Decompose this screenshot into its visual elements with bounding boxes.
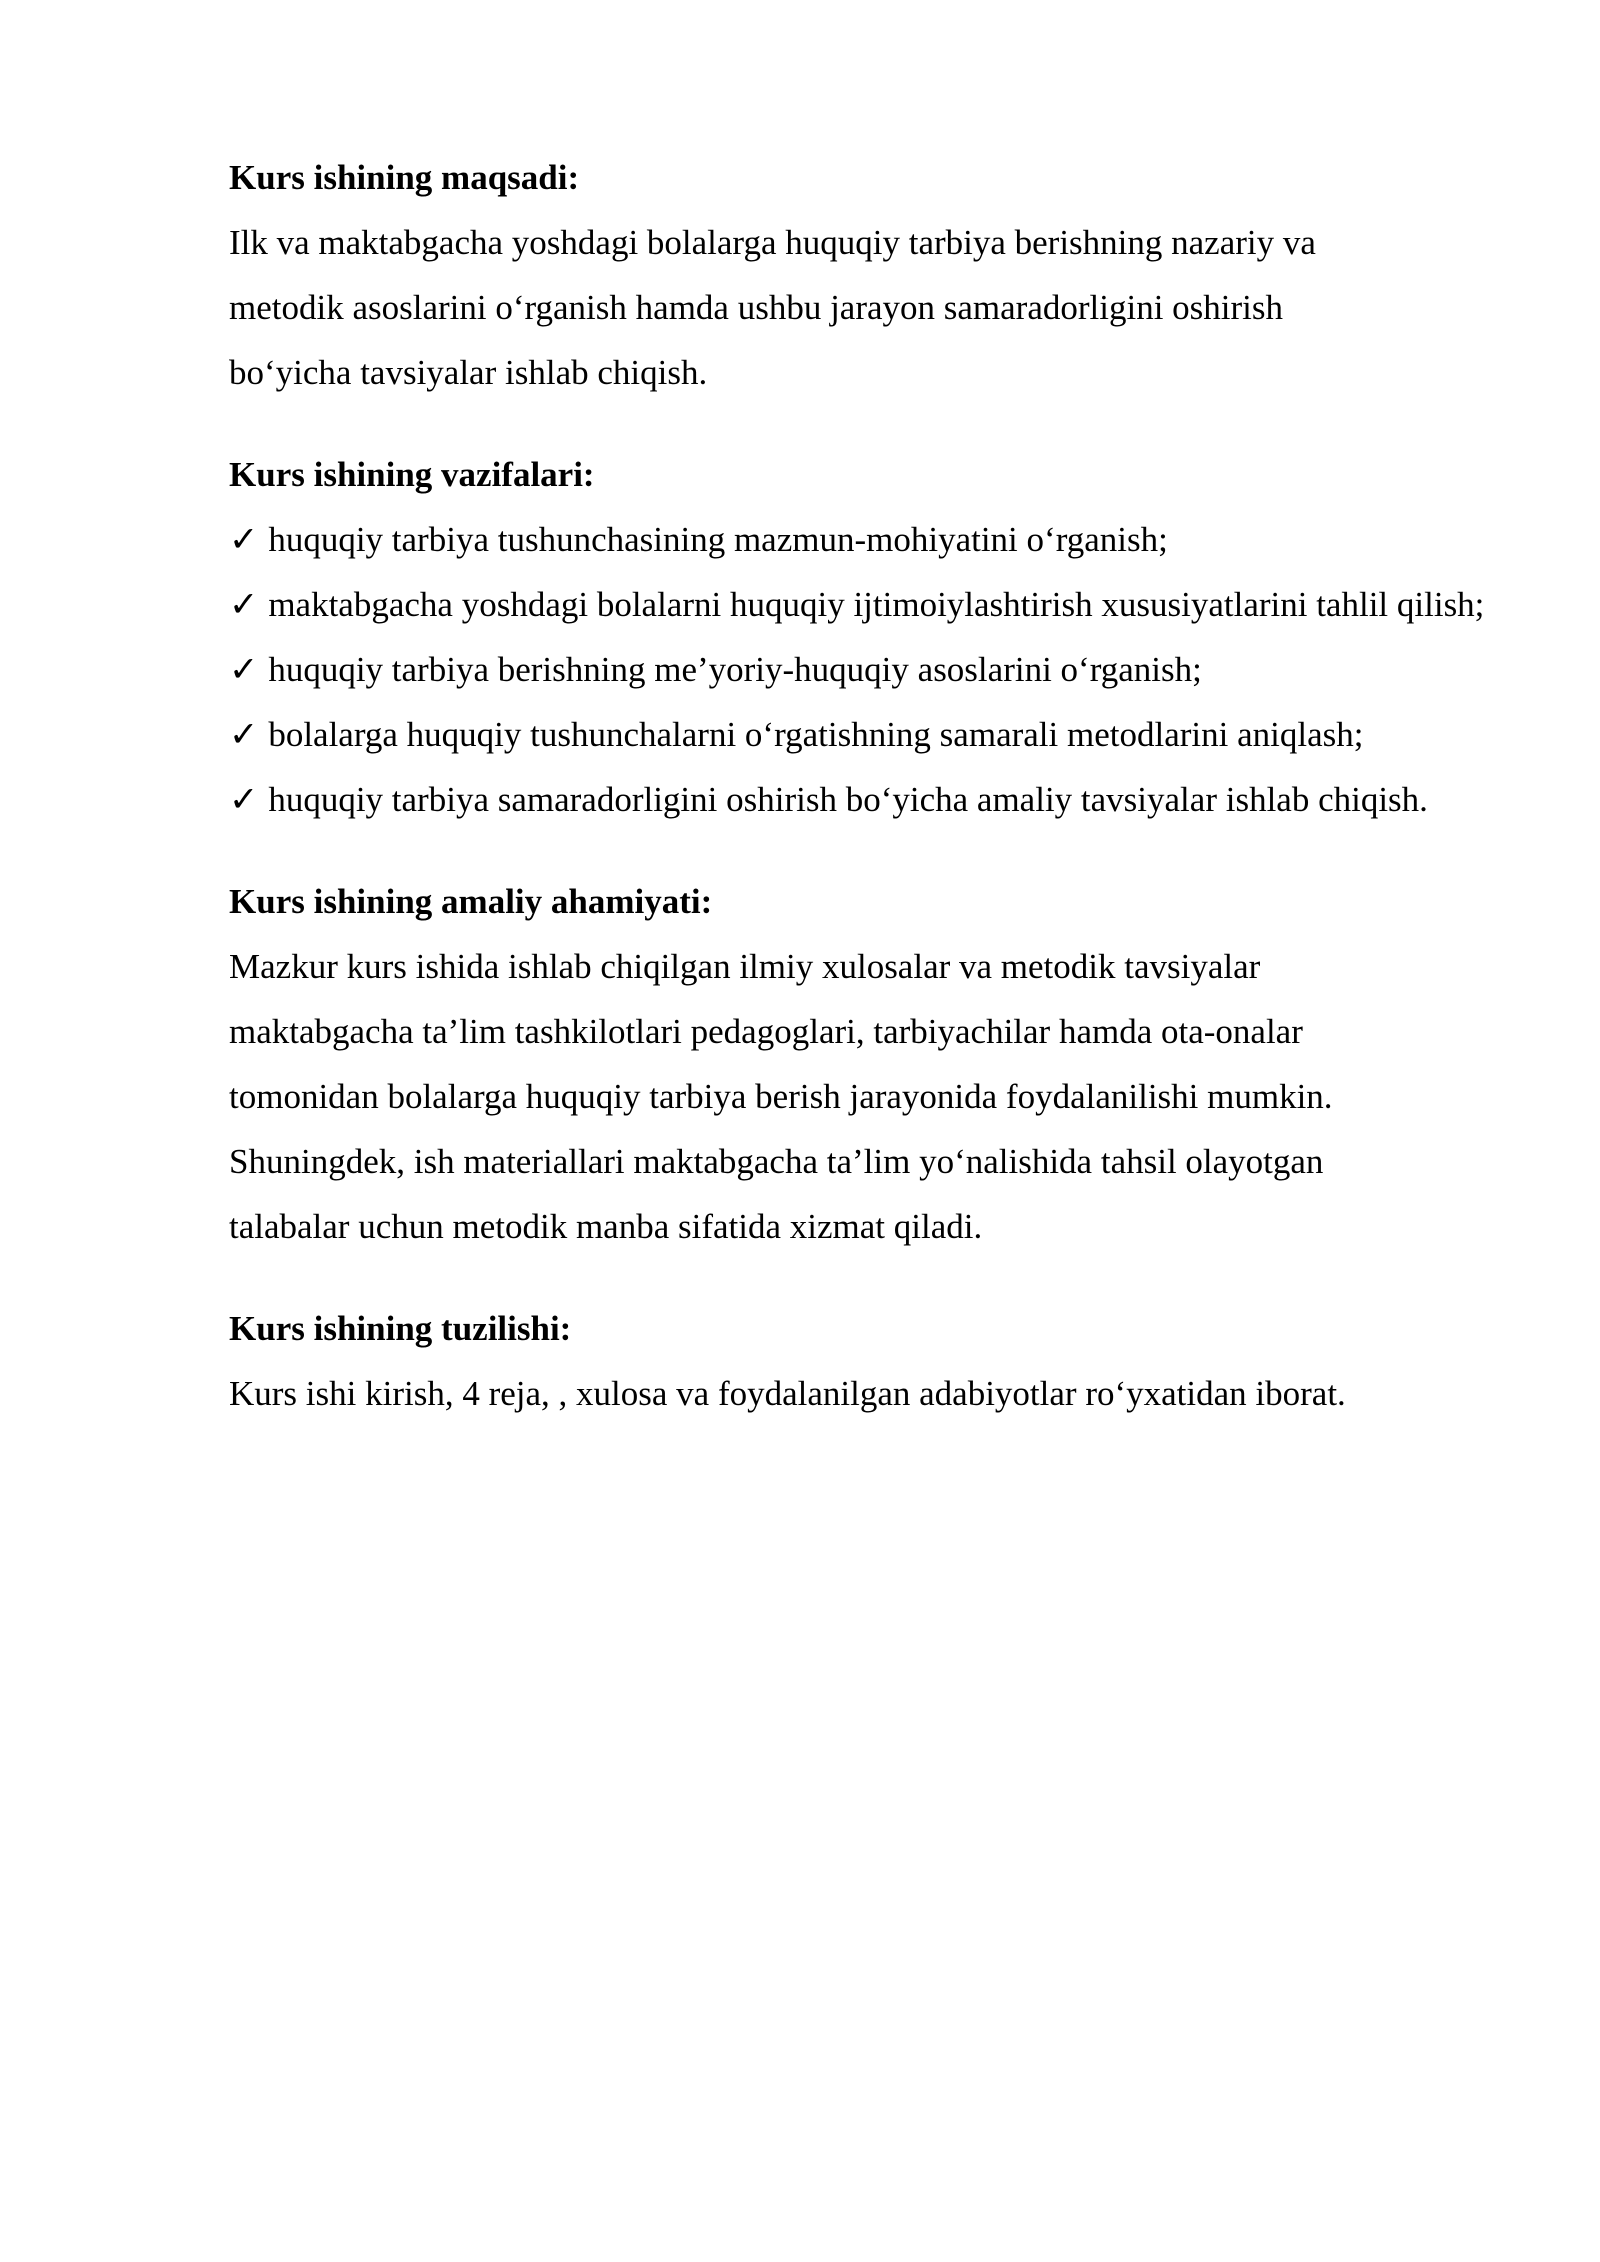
tasks-list: [229, 507, 1489, 832]
section-heading-significance: Kurs ishining amaliy ahamiyati:: [229, 882, 713, 921]
list-item-text: bolalarga huquqiy tushunchalarni o‘rgatishning samarali metodlarini aniqlash;: [268, 715, 1364, 754]
goal-paragraph: [229, 210, 1489, 405]
paragraph-line: tomonidan bolalarga huquqiy tarbiya berish jarayonida foydalanilishi mumkin.: [229, 1077, 1333, 1116]
section-tasks: [229, 442, 1489, 832]
list-item-text: maktabgacha yoshdagi bolalarni huquqiy ijtimoiylashtirish xususiyatlarini tahlil qilish;: [268, 585, 1485, 624]
list-item: [229, 637, 1489, 702]
section-significance: [229, 869, 1489, 1259]
list-item-text: huquqiy tarbiya berishning me’yoriy-huquqiy asoslarini o‘rganish;: [268, 650, 1202, 689]
paragraph-line: bo‘yicha tavsiyalar ishlab chiqish.: [229, 353, 708, 392]
list-item: [229, 572, 1489, 637]
paragraph-line: talabalar uchun metodik manba sifatida xizmat qiladi.: [229, 1207, 983, 1246]
list-item: [229, 767, 1489, 832]
section-heading-structure: Kurs ishining tuzilishi:: [229, 1309, 572, 1348]
check-icon: ✓: [229, 780, 259, 819]
paragraph-line: Shuningdek, ish materiallari maktabgacha ta’lim yo‘nalishida tahsil olayotgan: [229, 1142, 1324, 1181]
structure-paragraph: [229, 1361, 1489, 1426]
check-icon: ✓: [229, 650, 259, 689]
check-icon: ✓: [229, 520, 259, 559]
list-item: [229, 702, 1489, 767]
paragraph-line: metodik asoslarini o‘rganish hamda ushbu jarayon samaradorligini oshirish: [229, 288, 1284, 327]
section-structure: [229, 1296, 1489, 1426]
paragraph-line: Mazkur kurs ishida ishlab chiqilgan ilmiy xulosalar va metodik tavsiyalar: [229, 947, 1261, 986]
significance-paragraph: [229, 934, 1489, 1259]
list-item-text: huquqiy tarbiya tushunchasining mazmun-mohiyatini o‘rganish;: [268, 520, 1168, 559]
section-goal: [229, 145, 1489, 405]
check-icon: ✓: [229, 585, 259, 624]
section-heading-tasks: Kurs ishining vazifalari:: [229, 455, 595, 494]
check-icon: ✓: [229, 715, 259, 754]
section-heading-goal: Kurs ishining maqsadi:: [229, 158, 580, 197]
list-item: [229, 507, 1489, 572]
paragraph-line: Kurs ishi kirish, 4 reja, , xulosa va foydalanilgan adabiyotlar ro‘yxatidan iborat.: [229, 1374, 1346, 1413]
document-content: [229, 145, 1489, 1463]
paragraph-line: maktabgacha ta’lim tashkilotlari pedagoglari, tarbiyachilar hamda ota-onalar: [229, 1012, 1303, 1051]
list-item-text: huquqiy tarbiya samaradorligini oshirish bo‘yicha amaliy tavsiyalar ishlab chiqish.: [268, 780, 1428, 819]
paragraph-line: Ilk va maktabgacha yoshdagi bolalarga huquqiy tarbiya berishning nazariy va: [229, 223, 1316, 262]
